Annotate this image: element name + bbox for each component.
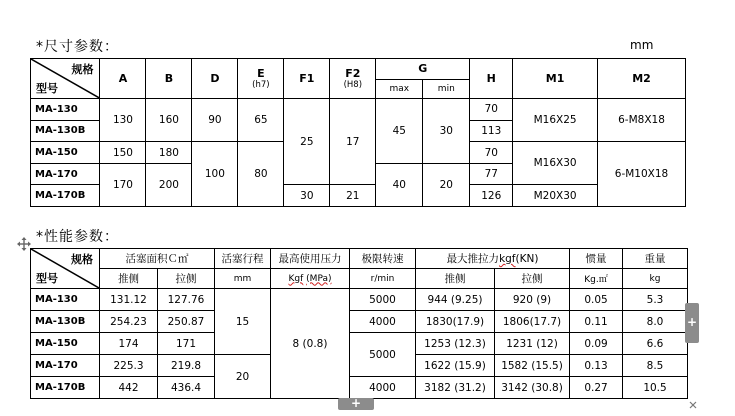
perf-area-push-170: 225.3 — [100, 355, 158, 377]
perf-area-pull-130b: 250.87 — [158, 311, 215, 333]
col-header-m1: M1 — [513, 59, 598, 99]
col-header-weight: 重量 — [623, 249, 688, 269]
perf-weight-170b: 10.5 — [623, 377, 688, 399]
perf-inertia-150: 0.09 — [570, 333, 623, 355]
model-ma-170b: MA-170B — [31, 185, 100, 207]
col-header-max-force-kgf: kgf — [499, 253, 516, 265]
col-header-pressure-unit-mpa: (MPa) — [306, 273, 332, 284]
dimensions-corner-cell — [31, 59, 100, 99]
perf-area-push-150: 174 — [100, 333, 158, 355]
perf-inertia-130b: 0.11 — [570, 311, 623, 333]
cell-b-170: 200 — [146, 163, 192, 206]
cell-gmin-150: 20 — [423, 163, 470, 206]
perf-weight-150: 6.6 — [623, 333, 688, 355]
perf-area-pull-170b: 436.4 — [158, 377, 215, 399]
dimensions-corner-spec: 规格 — [71, 63, 94, 76]
col-header-piston-area: 活塞面积Ｃ㎡ — [100, 249, 215, 269]
cell-gmax-150: 40 — [376, 163, 423, 206]
perf-force-push-130b: 1830(17.9) — [416, 311, 495, 333]
performance-corner-cell — [31, 249, 100, 289]
cell-m1-170b: M20X30 — [513, 185, 598, 207]
col-header-force-pull: 拉侧 — [495, 269, 570, 289]
table-resize-grip-icon[interactable] — [688, 400, 698, 410]
perf-force-pull-130: 920 (9) — [495, 289, 570, 311]
col-header-stroke-unit: mm — [215, 269, 271, 289]
col-header-b: B — [146, 59, 192, 99]
perf-model-ma-150: MA-150 — [31, 333, 100, 355]
perf-weight-130: 5.3 — [623, 289, 688, 311]
cell-a-130: 130 — [100, 99, 146, 142]
perf-model-ma-170: MA-170 — [31, 355, 100, 377]
col-header-e — [238, 59, 284, 99]
col-header-f1: F1 — [284, 59, 330, 99]
col-header-inertia-unit: Kg.㎡ — [570, 269, 623, 289]
dimensions-unit: mm — [630, 38, 654, 52]
cell-gmax-130: 45 — [376, 99, 423, 164]
performance-heading: *性能参数： — [36, 229, 119, 245]
col-header-area-push: 推侧 — [100, 269, 158, 289]
add-column-plus-icon: + — [687, 315, 698, 329]
col-header-g: G — [376, 59, 470, 80]
perf-inertia-170: 0.13 — [570, 355, 623, 377]
col-header-speed-unit: r/min — [350, 269, 416, 289]
perf-area-push-130: 131.12 — [100, 289, 158, 311]
cell-d-130: 90 — [192, 99, 238, 142]
col-header-f2-tolerance: (H8) — [343, 80, 363, 91]
col-header-g-max: max — [376, 79, 423, 99]
perf-force-push-170b: 3182 (31.2) — [416, 377, 495, 399]
perf-area-pull-150: 171 — [158, 333, 215, 355]
cell-m2-130: 6-M8X18 — [598, 99, 686, 142]
cell-b-130: 160 — [146, 99, 192, 142]
perf-stroke-a: 15 — [215, 289, 271, 355]
performance-corner-spec: 规格 — [71, 253, 93, 266]
cell-d-150: 100 — [192, 142, 238, 207]
cell-h-130b: 113 — [470, 120, 513, 142]
col-header-f2-label: F2 — [345, 67, 361, 81]
col-header-stroke: 活塞行程 — [215, 249, 271, 269]
model-ma-150: MA-150 — [31, 142, 100, 164]
cell-f2-170b: 21 — [330, 185, 376, 207]
perf-force-pull-130b: 1806(17.7) — [495, 311, 570, 333]
perf-area-pull-130: 127.76 — [158, 289, 215, 311]
perf-force-pull-150: 1231 (12) — [495, 333, 570, 355]
dimensions-heading: *尺寸参数： — [36, 39, 119, 55]
perf-speed-130: 5000 — [350, 289, 416, 311]
cell-h-150: 70 — [470, 142, 513, 164]
cell-f2-main: 17 — [330, 99, 376, 185]
model-ma-170: MA-170 — [31, 163, 100, 185]
col-header-g-min: min — [423, 79, 470, 99]
table-move-handle-icon[interactable] — [17, 237, 31, 251]
perf-force-pull-170: 1582 (15.5) — [495, 355, 570, 377]
dimensions-corner-model: 型号 — [36, 82, 58, 96]
perf-force-push-150: 1253 (12.3) — [416, 333, 495, 355]
perf-weight-170: 8.5 — [623, 355, 688, 377]
cell-e-130: 65 — [238, 99, 284, 142]
performance-corner-model: 型号 — [36, 272, 58, 285]
cell-e-150: 80 — [238, 142, 284, 207]
cell-a-150: 150 — [100, 142, 146, 164]
col-header-d: D — [192, 59, 238, 99]
perf-max-pressure: 8 (0.8) — [271, 289, 350, 399]
perf-speed-130b: 4000 — [350, 311, 416, 333]
perf-model-ma-130: MA-130 — [31, 289, 100, 311]
cell-f1-main: 25 — [284, 99, 330, 185]
add-row-button[interactable] — [338, 398, 374, 410]
perf-inertia-170b: 0.27 — [570, 377, 623, 399]
cell-h-130: 70 — [470, 99, 513, 121]
col-header-m2: M2 — [598, 59, 686, 99]
col-header-max-pressure: 最高使用压力 — [271, 249, 350, 269]
perf-force-push-170: 1622 (15.9) — [416, 355, 495, 377]
perf-speed-170b: 4000 — [350, 377, 416, 399]
col-header-a: A — [100, 59, 146, 99]
add-column-button[interactable] — [685, 303, 699, 343]
col-header-force-push: 推侧 — [416, 269, 495, 289]
model-ma-130: MA-130 — [31, 99, 100, 121]
col-header-max-force-kn: (KN) — [515, 253, 539, 265]
cell-b-150: 180 — [146, 142, 192, 164]
cell-h-170: 77 — [470, 163, 513, 185]
performance-table — [30, 248, 688, 399]
cell-f1-170b: 30 — [284, 185, 330, 207]
cell-m1-130: M16X25 — [513, 99, 598, 142]
perf-stroke-b: 20 — [215, 355, 271, 399]
perf-inertia-130: 0.05 — [570, 289, 623, 311]
dimensions-table — [30, 58, 686, 207]
cell-a-170: 170 — [100, 163, 146, 206]
col-header-f2 — [330, 59, 376, 99]
col-header-e-tolerance: (h7) — [252, 80, 270, 91]
col-header-pressure-unit — [271, 269, 350, 289]
model-ma-130b: MA-130B — [31, 120, 100, 142]
perf-weight-130b: 8.0 — [623, 311, 688, 333]
perf-model-ma-170b: MA-170B — [31, 377, 100, 399]
cell-m2-150: 6-M10X18 — [598, 142, 686, 207]
col-header-max-force — [416, 249, 570, 269]
perf-force-push-130: 944 (9.25) — [416, 289, 495, 311]
col-header-h: H — [470, 59, 513, 99]
add-row-plus-icon: + — [351, 396, 362, 410]
perf-area-pull-170: 219.8 — [158, 355, 215, 377]
col-header-pressure-unit-kgf: Kgf — [288, 273, 304, 284]
cell-gmin-130: 30 — [423, 99, 470, 164]
col-header-weight-unit: kg — [623, 269, 688, 289]
col-header-max-force-label: 最大推拉力 — [446, 253, 500, 265]
cell-m1-150: M16X30 — [513, 142, 598, 185]
col-header-speed: 极限转速 — [350, 249, 416, 269]
col-header-area-pull: 拉侧 — [158, 269, 215, 289]
perf-area-push-170b: 442 — [100, 377, 158, 399]
col-header-inertia: 惯量 — [570, 249, 623, 269]
col-header-e-label: E — [257, 67, 265, 81]
cell-h-170b: 126 — [470, 185, 513, 207]
perf-force-pull-170b: 3142 (30.8) — [495, 377, 570, 399]
perf-model-ma-130b: MA-130B — [31, 311, 100, 333]
perf-speed-150-170: 5000 — [350, 333, 416, 377]
perf-area-push-130b: 254.23 — [100, 311, 158, 333]
